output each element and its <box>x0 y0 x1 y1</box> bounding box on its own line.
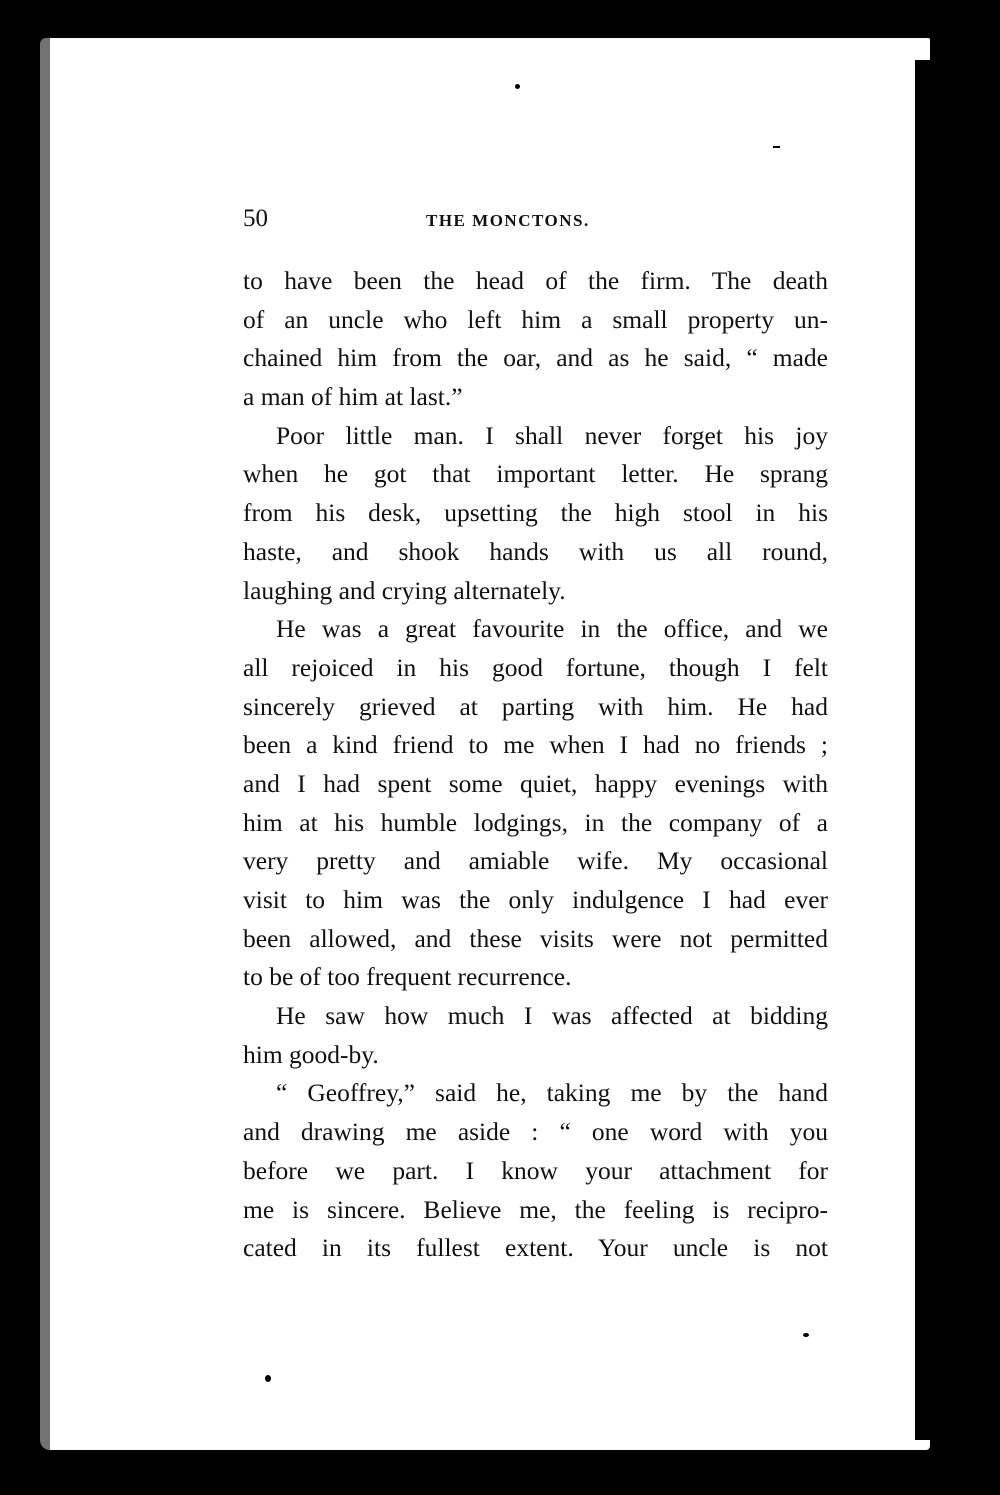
body-text <box>243 262 828 1268</box>
text-line: chained him from the oar, and as he said, “ made <box>243 343 828 373</box>
scan-speck <box>803 1333 809 1337</box>
text-line: visit to him was the only indulgence I had ever <box>243 885 828 914</box>
scan-speck <box>773 146 780 148</box>
text-line: very pretty and amiable wife. My occasional <box>243 846 828 876</box>
text-line: him at his humble lodgings, in the company of a <box>243 807 828 837</box>
scan-speck <box>265 1375 271 1382</box>
text-line: when he got that important letter. He sprang <box>243 459 828 489</box>
text-line: sincerely grieved at parting with him. He had <box>243 691 828 721</box>
text-line: been allowed, and these visits were not permitted <box>243 923 828 953</box>
binding-shadow <box>915 60 933 1440</box>
binding-edge <box>965 40 1000 1495</box>
text-line: a man of him at last.” <box>243 382 463 412</box>
running-header <box>243 205 643 241</box>
text-line: “ Geoffrey,” said he, taking me by the hand <box>276 1078 828 1108</box>
text-line: and drawing me aside : “ one word with you <box>243 1117 828 1147</box>
text-line: cated in its fullest extent. Your uncle is not <box>243 1233 828 1263</box>
text-line: He was a great favourite in the office, and we <box>276 614 828 644</box>
text-line: He saw how much I was affected at bidding <box>276 1001 828 1031</box>
text-line: before we part. I know your attachment for <box>243 1155 828 1185</box>
text-line: me is sincere. Believe me, the feeling is recipro- <box>243 1194 828 1224</box>
binding-shadow <box>940 60 962 1460</box>
text-line: of an uncle who left him a small property un- <box>243 304 828 334</box>
text-line: Poor little man. I shall never forget his joy <box>276 420 828 450</box>
text-line: all rejoiced in his good fortune, though I felt <box>243 652 828 682</box>
running-title: THE MONCTONS. <box>426 211 590 230</box>
text-line: been a kind friend to me when I had no friends ; <box>243 730 828 760</box>
text-line: to be of too frequent recurrence. <box>243 962 572 992</box>
text-line: haste, and shook hands with us all round, <box>243 536 828 566</box>
text-line: him good-by. <box>243 1039 379 1069</box>
left-edge-shadow <box>40 38 50 1450</box>
text-line: and I had spent some quiet, happy evenings with <box>243 768 828 798</box>
scan-speck <box>515 84 520 89</box>
text-line: to have been the head of the firm. The death <box>243 266 828 295</box>
text-line: from his desk, upsetting the high stool in his <box>243 498 828 528</box>
text-line: laughing and crying alternately. <box>243 575 566 605</box>
page-number: 50 <box>243 205 268 232</box>
